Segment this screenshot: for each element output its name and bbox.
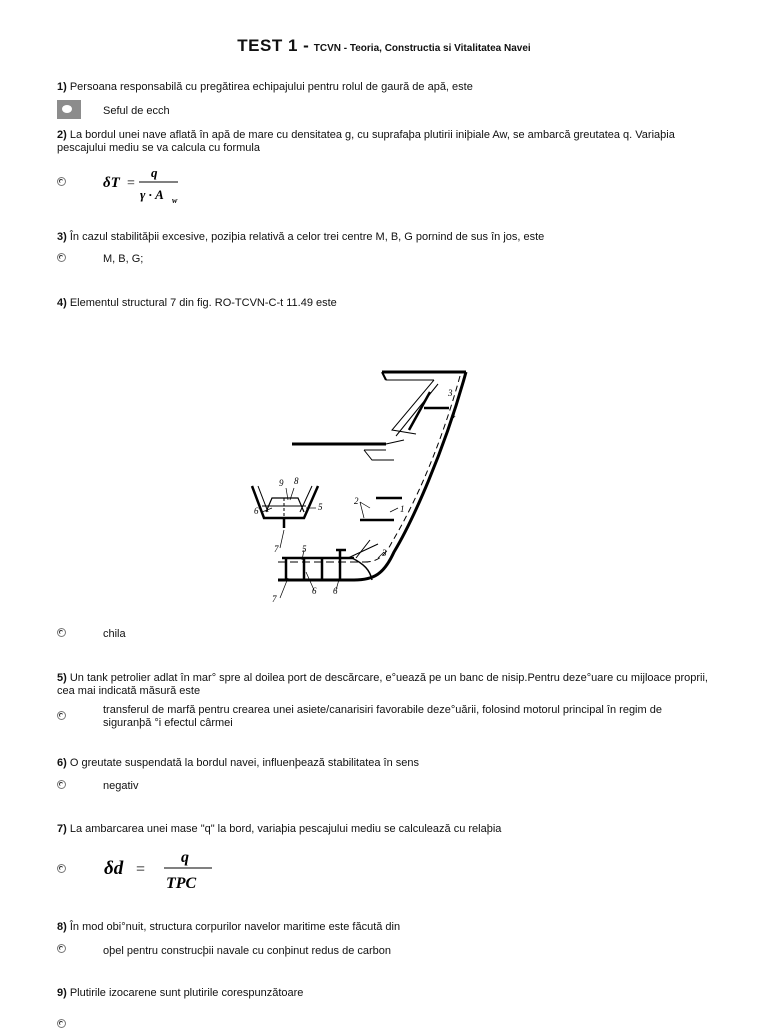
radio-dot-icon [62,105,72,113]
question-number: 3) [57,231,67,243]
answer-option-6: negativ [103,780,139,792]
figure-label: 6 [254,506,259,516]
formula-eq: = [127,176,135,191]
answer-radio-4[interactable] [57,628,66,637]
answer-radio-7[interactable] [57,864,66,873]
figure-label: 2 [354,496,359,506]
formula-sub: w [172,196,178,205]
answer-option-5: transferul de marfă pentru crearea unei asiete/canarisiri favorabile deze°uării, folosind motorul principal în regim de siguranþă °i efectul cârmei [103,704,662,729]
figure-label: 8 [294,476,299,486]
question-text: La bordul unei nave aflată în apă de mare cu densitatea g, cu suprafaþa plutirii iniþiale Aw, se ambarcă greutatea q. Variaþia pescajului mediu se va calcula cu formula [57,129,675,154]
question-3 [57,231,717,244]
question-text: La ambarcarea unei mase "q" la bord, variaþia pescajului mediu se calculează cu relaþia [69,823,502,835]
formula-den: TPC [166,875,197,892]
figure-label: 5 [318,502,323,512]
answer-radio-3[interactable] [57,253,66,262]
formula-num: q [151,165,158,180]
figure-label: 3 [448,388,453,398]
answer-radio-8[interactable] [57,944,66,953]
formula-lhs: δT [103,175,120,191]
question-7 [57,823,717,836]
question-2 [57,129,717,155]
question-6 [57,757,717,770]
answer-radio-2[interactable] [57,177,66,186]
question-9 [57,987,717,1000]
question-text: Persoana responsabilă cu pregătirea echipajului pentru rolul de gaură de apă, este [69,81,473,93]
answer-option-3: M, B, G; [103,253,144,265]
question-5 [57,672,717,698]
question-text: Elementul structural 7 din fig. RO-TCVN-C-t 11.49 este [69,297,337,309]
figure-label: 7 [272,594,277,604]
question-number: 5) [57,672,67,684]
title-sub: TCVN - Teoria, Constructia si Vitalitatea Navei [313,43,531,54]
page-title [0,36,768,56]
answer-option-4: chila [103,628,126,640]
figure-label: 5 [302,544,307,554]
answer-option-8: oþel pentru construcþii navale cu conþinut redus de carbon [103,945,392,957]
formula-7 [100,846,220,894]
question-text: Plutirile izocarene sunt plutirile corespunzătoare [69,987,304,999]
figure-label: 7 [274,544,279,554]
formula-den: γ · A [140,187,164,202]
question-text: În cazul stabilităþii excesive, poziþia relativă a celor trei centre M, B, G pornind de sus în jos, este [69,231,545,243]
question-text: Un tank petrolier adlat în mar° spre al doilea port de descărcare, e°uează pe un banc de nisip.Pentru deze°uare cu mijloace proprii, cea mai indicată măsură este [57,672,708,697]
question-4 [57,297,717,310]
figure-label: 1 [400,504,405,514]
question-number: 7) [57,823,67,835]
question-number: 2) [57,129,67,141]
question-1 [57,81,717,94]
figure-label: 4 [451,410,456,420]
question-number: 8) [57,921,67,933]
question-number: 6) [57,757,67,769]
answer-radio-6[interactable] [57,780,66,789]
figure-label: 3 [382,548,387,558]
question-number: 9) [57,987,67,999]
question-text: O greutate suspendată la bordul navei, influenþează stabilitatea în sens [69,757,420,769]
figure-label: 9 [279,478,284,488]
figure-label: 6 [333,586,338,596]
formula-num: q [181,849,189,866]
formula-lhs: δd [104,858,124,879]
figure-label: 6 [312,586,317,596]
title-main: TEST 1 - [237,36,310,55]
selected-answer-radio[interactable] [57,100,81,119]
question-text: În mod obi°nuit, structura corpurilor navelor maritime este făcută din [69,921,401,933]
answer-option-1: Seful de ecch [103,105,170,117]
answer-radio-5[interactable] [57,711,66,720]
question-8 [57,921,717,934]
formula-eq: = [136,861,146,878]
ship-structure-figure [244,362,484,608]
formula-2 [100,163,190,205]
question-number: 4) [57,297,67,309]
question-number: 1) [57,81,67,93]
